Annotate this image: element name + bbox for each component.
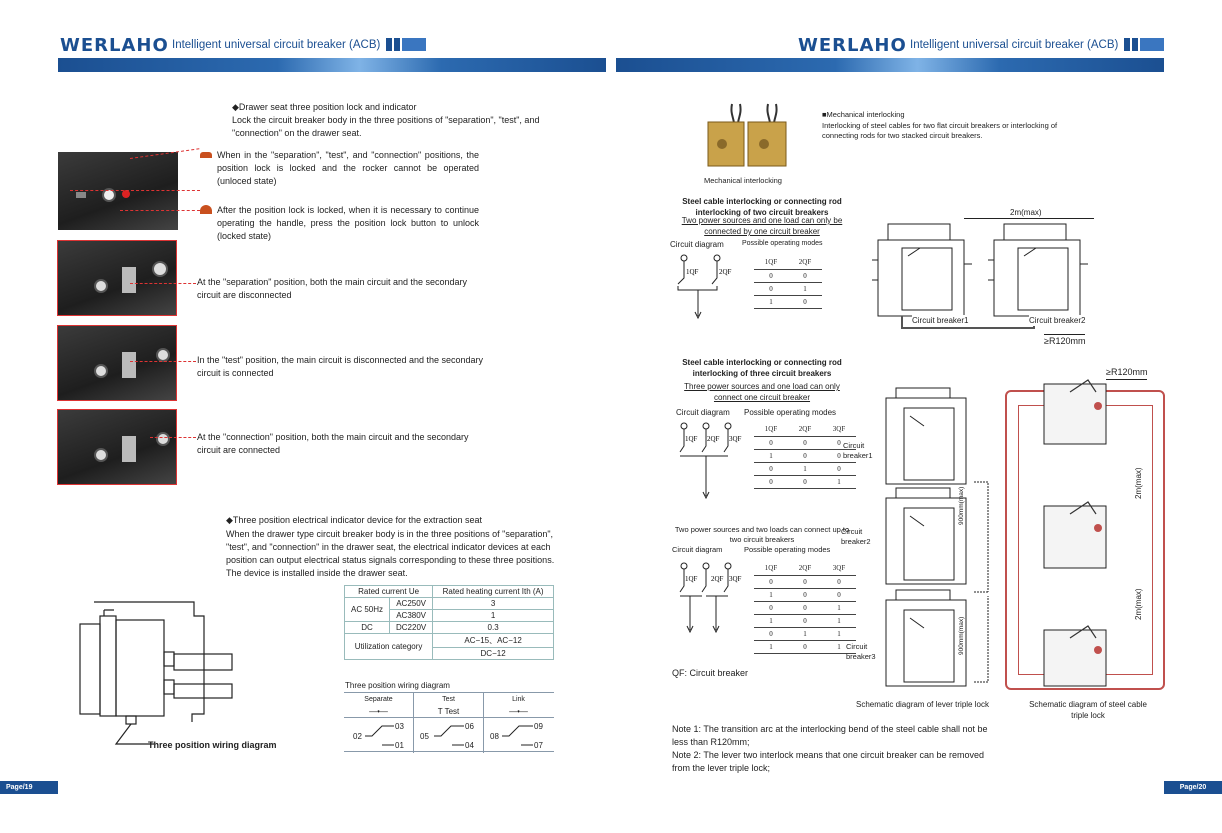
r120-label-top: ≥R120mm: [1044, 336, 1086, 346]
brand-logo-right: WERLAHO: [798, 35, 907, 56]
header-decor-right: [1124, 38, 1164, 51]
three-interlock-sub: Three power sources and one load can only connect one circuit breaker: [684, 382, 840, 402]
steel-caption: Schematic diagram of steel cable triple lock: [1029, 700, 1147, 720]
lever-cb2-label: Circuit breaker2: [841, 527, 871, 546]
header-subtitle-right: Intelligent universal circuit breaker (ACB): [910, 39, 1119, 51]
page-number-right: Page/20: [1164, 781, 1222, 794]
mech-photo-caption: Mechanical interlocking: [704, 176, 782, 185]
dim-2m-top: 2m(max): [1010, 208, 1042, 217]
separation-note: At the "separation" position, both the main circuit and the secondary circuit are disconnected: [197, 277, 468, 300]
note-1: Note 1: The transition arc at the interlocking bend of the steel cable shall not be less than R120mm;: [672, 724, 988, 747]
steel-cable-breakers: [1030, 378, 1130, 688]
lever-cb3-label: Circuit breaker3: [846, 642, 876, 661]
svg-text:2QF: 2QF: [711, 575, 724, 583]
steel-dim-2m-b: 2m(max): [1134, 588, 1143, 620]
lever-triple-lock-drawing: [874, 386, 994, 696]
three-circuit-diagram-label: Circuit diagram: [676, 408, 730, 417]
svg-text:1QF: 1QF: [685, 575, 698, 583]
section2-body: When the drawer type circuit breaker body is in the three positions of "separation", "test", and "connection" in the drawer seat, the electrical indicator devices at each position can output electrical status signals corresponding to these three positions. The device is installed inside the drawer seat.: [226, 529, 555, 578]
section2-title: ◆Three position electrical indicator device for the extraction seat: [226, 515, 483, 525]
loads-sub: Two power sources and two loads can connect up to two circuit breakers: [674, 525, 850, 544]
lock-indicator-unlocked-icon: [200, 152, 212, 158]
connection-note: At the "connection" position, both the main circuit and the secondary circuit are connected: [197, 432, 469, 455]
three-circuit-diagram: [676, 420, 746, 504]
svg-text:3QF: 3QF: [729, 575, 742, 583]
lock-note-unlocked: When in the "separation", "test", and "connection" positions, the position lock is locked and the rocker cannot be operated (unloced state): [217, 150, 479, 186]
qf-legend: QF: Circuit breaker: [672, 668, 749, 678]
mech-interlock-photo: [704, 100, 794, 172]
header-decor-left: [386, 38, 426, 51]
connection-photo: [57, 409, 177, 485]
lock-note-locked: After the position lock is locked, when it is necessary to continue operating the handle, press the position lock button to unlock (locked state): [217, 205, 479, 241]
loads-modes-label: Possible operating modes: [744, 545, 831, 554]
cb1-label: Circuit breaker1: [912, 316, 969, 325]
note-2: Note 2: The lever two interlock means that one circuit breaker can be removed from the lever triple lock;: [672, 750, 984, 773]
mech-title: ■Mechanical interlocking: [822, 110, 905, 119]
two-interlock-sub: Two power sources and one load can only be connected by one circuit breaker: [681, 216, 843, 236]
lock-indicator-locked-icon: [200, 205, 212, 214]
two-breaker-drawing: [872, 220, 1102, 330]
rating-table: Rated current Ue Rated heating current Ith (A) AC 50Hz AC250V 3 AC380V 1 DC DC220V 0.3 Utilization category AC−15、AC−12 DC−12: [344, 585, 554, 660]
header-subtitle-left: Intelligent universal circuit breaker (ACB): [172, 39, 381, 51]
cb2-label: Circuit breaker2: [1029, 316, 1086, 325]
header-bar-left: [58, 58, 606, 72]
loads-modes-table: 1QF 2QF 3QF 0 0 0 1 0 0 0 0 1 1 0 1 0 1 1 1 0 1: [754, 562, 856, 654]
svg-text:3QF: 3QF: [729, 435, 742, 443]
two-circuit-diagram: [672, 252, 732, 332]
steel-dim-2m-a: 2m(max): [1134, 467, 1143, 499]
page-number-left: Page/19: [0, 781, 58, 794]
test-photo: [57, 325, 177, 401]
two-circuit-diagram-label: Circuit diagram: [670, 240, 724, 249]
two-modes-label: Possible operating modes: [742, 240, 823, 247]
section1-body: Lock the circuit breaker body in the three positions of "separation", "test", and "connection" on the drawer seat.: [232, 115, 540, 138]
three-modes-label: Possible operating modes: [744, 408, 837, 417]
brand-logo-left: WERLAHO: [60, 35, 169, 56]
loads-circuit-diagram-label: Circuit diagram: [672, 545, 723, 554]
two-modes-table: 1QF 2QF 0 0 0 1 1 0: [754, 256, 822, 309]
three-modes-table: 1QF 2QF 3QF 0 0 0 1 0 0 0 1 0 0 0 1: [754, 423, 856, 489]
loads-circuit-diagram: [676, 560, 746, 642]
svg-text:2QF: 2QF: [719, 268, 732, 276]
lever-dim-900-b: 900mm(max): [958, 616, 965, 655]
wiring-device-drawing: [74, 594, 244, 754]
wiring-table-title: Three position wiring diagram: [345, 681, 450, 690]
svg-text:1QF: 1QF: [685, 435, 698, 443]
lever-cb1-label: Circuit breaker1: [843, 441, 873, 460]
header-bar-right: [616, 58, 1164, 72]
r120-label-right: ≥R120mm: [1106, 366, 1147, 380]
svg-text:2QF: 2QF: [707, 435, 720, 443]
section1-title: ◆Drawer seat three position lock and indicator: [232, 102, 417, 112]
mech-body: Interlocking of steel cables for two flat circuit breakers or interlocking of connecting rods for two stacked circuit breakers.: [822, 121, 1058, 140]
test-note: In the "test" position, the main circuit is disconnected and the secondary circuit is connected: [197, 355, 484, 378]
two-interlock-title: Steel cable interlocking or connecting rod interlocking of two circuit breakers: [682, 197, 842, 217]
lock-photo: [58, 152, 178, 230]
lever-caption: Schematic diagram of lever triple lock: [856, 700, 989, 709]
wiring-table: Separate —•— Test T Test Link —•— 03 02 01 06 05 04 09 08 07: [344, 692, 554, 752]
svg-text:1QF: 1QF: [686, 268, 699, 276]
three-interlock-title: Steel cable interlocking or connecting rod interlocking of three circuit breakers: [682, 358, 842, 378]
dim-line-top: [964, 218, 1094, 219]
separation-photo: [57, 240, 177, 316]
lever-dim-900-a: 900mm(max): [958, 486, 965, 525]
wiring-caption: Three position wiring diagram: [148, 740, 277, 750]
